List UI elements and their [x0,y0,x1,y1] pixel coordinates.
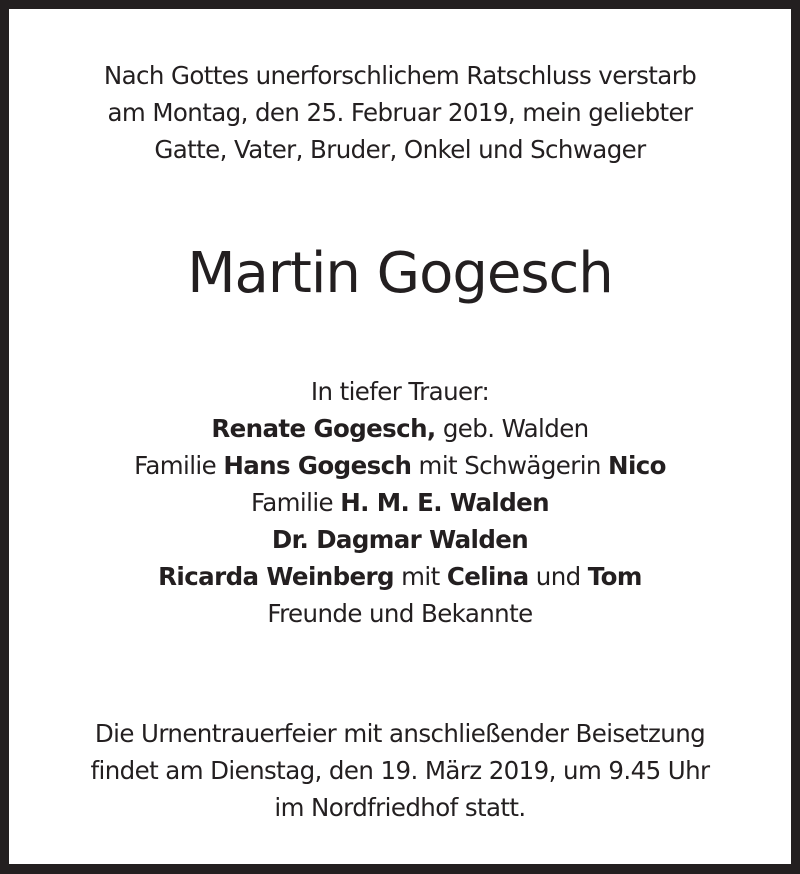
intro-text [9,57,791,168]
mourner-name: Hans Gogesch [223,451,412,480]
mourner-line [9,595,791,632]
intro-line: Gatte, Vater, Bruder, Onkel und Schwager [154,135,646,164]
mourner-name: Tom [587,562,642,591]
mourner-text: mit [393,562,447,591]
mourner-text: Familie [250,488,341,517]
mourner-text: mit Schwägerin [411,451,609,480]
mourner-text: geb. Walden [435,414,589,443]
mourner-name: Renate Gogesch, [211,414,436,443]
deceased-name: Martin Gogesch [187,241,613,306]
mourners-heading: In tiefer Trauer: [310,377,490,406]
obituary-notice [9,9,791,864]
mourner-name: Celina [446,562,529,591]
mourner-line [9,447,791,484]
mourner-line [9,521,791,558]
mourner-line [9,558,791,595]
mourners-list [9,373,791,632]
service-line: findet am Dienstag, den 19. März 2019, um 9.45 Uhr [90,756,710,785]
service-line: Die Urnentrauerfeier mit anschließender Beisetzung [94,719,706,748]
service-line: im Nordfriedhof statt. [274,793,526,822]
mourner-line [9,410,791,447]
mourner-name: Dr. Dagmar Walden [271,525,529,554]
mourner-text: und [528,562,588,591]
mourner-text: Familie [134,451,224,480]
mourner-name: Ricarda Weinberg [158,562,394,591]
mourner-line [9,484,791,521]
service-info [9,715,791,826]
intro-line: Nach Gottes unerforschlichem Ratschluss verstarb [103,61,697,90]
mourner-name: H. M. E. Walden [340,488,550,517]
mourner-text: Freunde und Bekannte [267,599,533,628]
mourner-name: Nico [608,451,666,480]
intro-line: am Montag, den 25. Februar 2019, mein geliebter [107,98,693,127]
